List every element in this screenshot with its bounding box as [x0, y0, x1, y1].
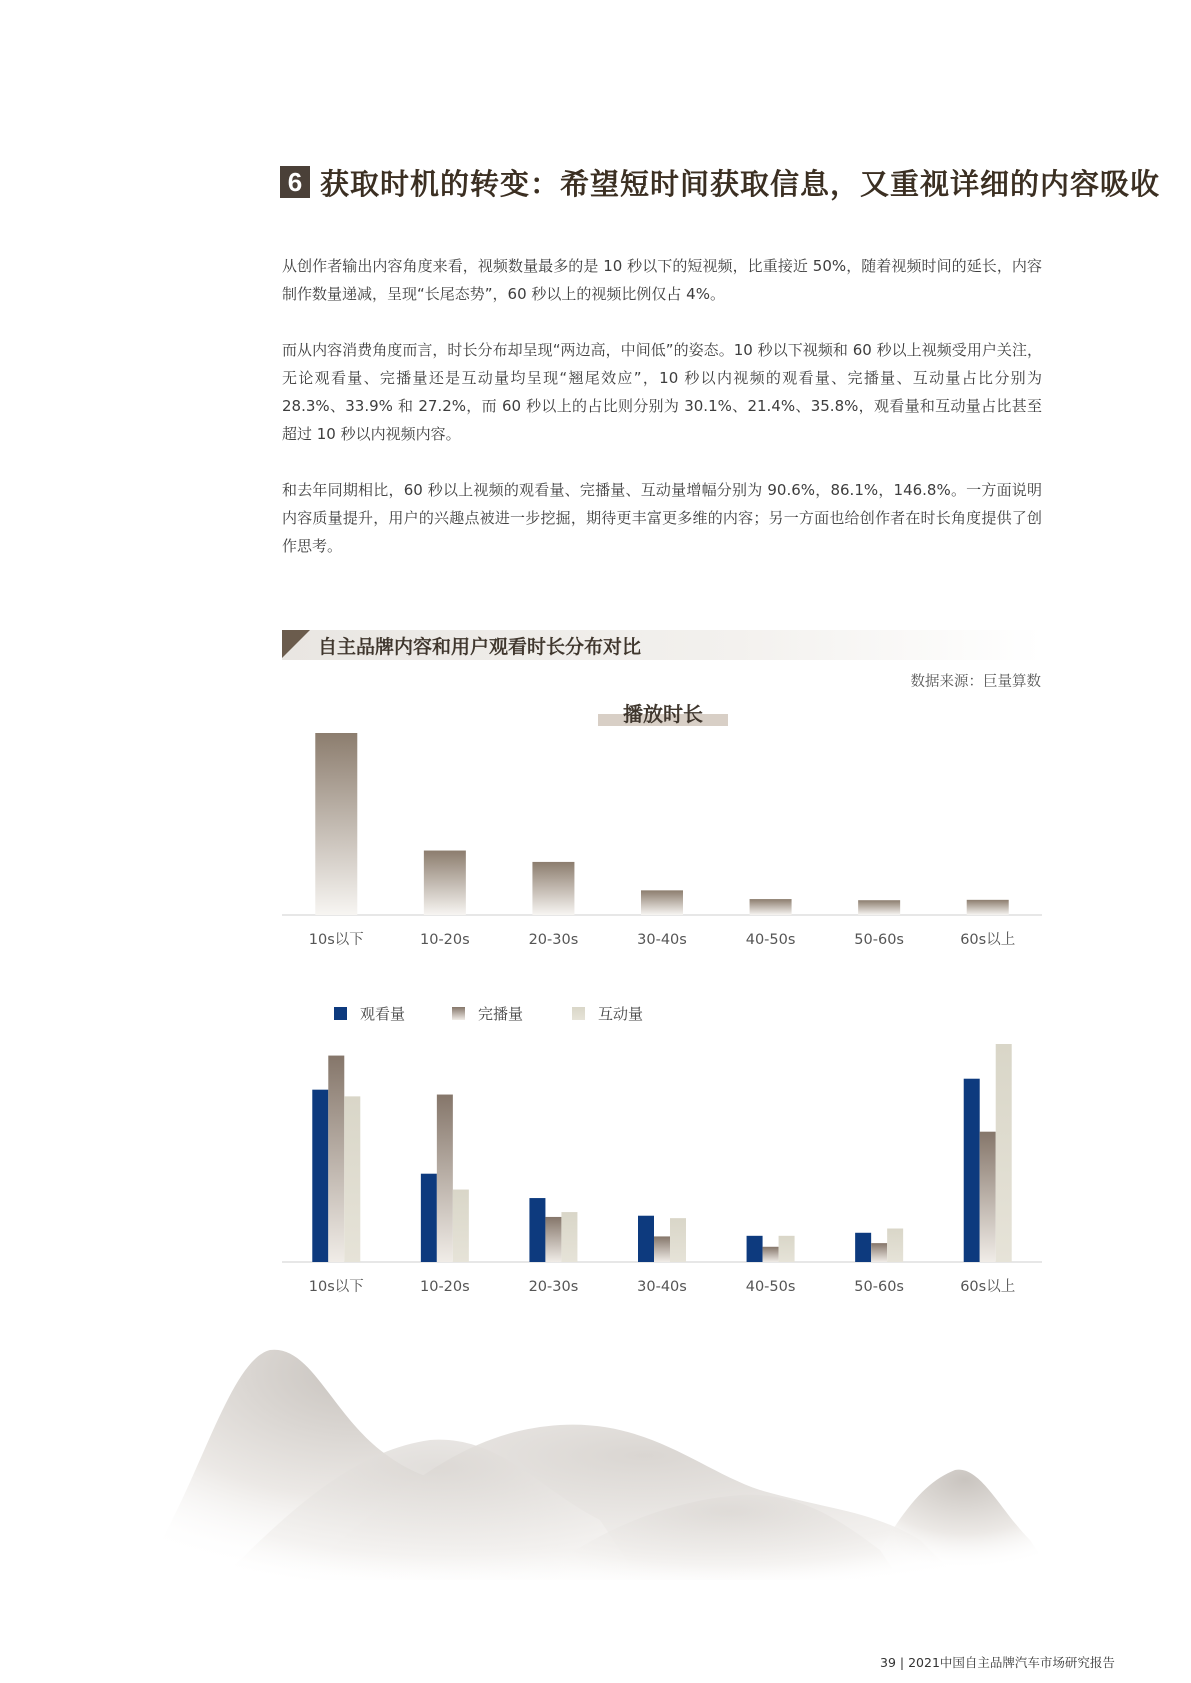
engagement-bar-views [964, 1079, 980, 1262]
engagement-bar-completions [654, 1236, 670, 1262]
duration-bar [424, 851, 466, 915]
duration-tick-label: 20-30s [528, 932, 579, 948]
engagement-bar-views [747, 1236, 763, 1262]
duration-tick-label: 50-60s [854, 932, 904, 948]
duration-tick-label: 40-50s [745, 932, 796, 948]
engagement-bar-views [529, 1198, 545, 1262]
duration-tick-label: 30-40s [637, 932, 687, 948]
legend-label: 完播量 [478, 1005, 524, 1023]
engagement-bar-completions [437, 1095, 453, 1262]
mountain-landscape-decoration [0, 1320, 1191, 1650]
legend-swatch [572, 1007, 585, 1020]
page-number: 39 [880, 1655, 896, 1670]
data-source: 数据来源：巨量算数 [910, 674, 1041, 690]
legend-label: 互动量 [598, 1005, 644, 1023]
engagement-bar-views [312, 1090, 328, 1262]
engagement-bar-interactions [779, 1236, 795, 1262]
duration-bar [315, 733, 357, 915]
engagement-tick-label: 60s以上 [960, 1279, 1016, 1295]
engagement-bar-interactions [561, 1212, 577, 1262]
engagement-bar-interactions [996, 1044, 1012, 1262]
paragraph-yoy: 和去年同期相比，60 秒以上视频的观看量、完播量、互动量增幅分别为 90.6%，86.1%，146.8%。一方面说明内容质量提升，用户的兴趣点被进一步挖掘，期待更丰富更多维的内容；另一方面也给创作者在时长角度提供了创作思考。 [282, 481, 1042, 555]
engagement-tick-label: 30-40s [637, 1279, 687, 1295]
engagement-bar-interactions [670, 1218, 686, 1262]
duration-bar [967, 900, 1009, 915]
duration-bar [858, 900, 900, 915]
engagement-tick-label: 20-30s [528, 1279, 579, 1295]
engagement-tick-label: 10s以下 [308, 1279, 364, 1295]
engagement-bar-completions [763, 1247, 779, 1262]
engagement-bar-interactions [453, 1190, 469, 1262]
report-title: 2021中国自主品牌汽车市场研究报告 [908, 1655, 1115, 1670]
engagement-bar-completions [871, 1243, 887, 1262]
duration-bar [641, 890, 683, 915]
engagement-bar-completions [328, 1056, 344, 1262]
engagement-bar-interactions [887, 1229, 903, 1262]
legend-label: 观看量 [360, 1005, 406, 1023]
paragraph-consumption: 而从内容消费角度而言，时长分布却呈现“两边高，中间低”的姿态。10 秒以下视频和 60 秒以上视频受用户关注，无论观看量、完播量还是互动量均呈现“翘尾效应”，10 秒以内视频的观看量、完播量、互动量占比分别为 28.3%、33.9% 和 27.2%，而 60 秒以上的占比则分别为 30.1%、21.4%、35.8%，观看量和互动量占比甚至超过 10 秒以内视频内容。 [282, 341, 1042, 443]
engagement-tick-label: 40-50s [745, 1279, 796, 1295]
section-title: 获取时机的转变：希望短时间获取信息，又重视详细的内容吸收 [320, 166, 1161, 201]
duration-bar-chart [282, 733, 1042, 948]
page-footer [880, 1653, 1115, 1671]
engagement-bar-completions [545, 1217, 561, 1262]
duration-tick-label: 10s以下 [308, 932, 364, 948]
chart-title: 自主品牌内容和用户观看时长分布对比 [318, 636, 642, 658]
footer-separator: | [899, 1655, 905, 1670]
duration-tick-label: 10-20s [420, 932, 470, 948]
engagement-bar-completions [980, 1132, 996, 1262]
duration-chart-title-text: 播放时长 [623, 702, 703, 726]
engagement-bar-views [638, 1216, 654, 1262]
engagement-bar-views [421, 1174, 437, 1262]
section-number: 6 [280, 166, 310, 198]
paragraph-creator-output: 从创作者输出内容角度来看，视频数量最多的是 10 秒以下的短视频，比重接近 50%，随着视频时间的延长，内容制作数量递减，呈现“长尾态势”，60 秒以上的视频比例仅占 4%。 [282, 257, 1042, 303]
legend-swatch [452, 1007, 465, 1020]
engagement-bar-interactions [344, 1096, 360, 1262]
duration-bar [750, 899, 792, 915]
engagement-grouped-bar-chart [282, 1005, 1042, 1295]
engagement-tick-label: 50-60s [854, 1279, 904, 1295]
engagement-bar-views [855, 1233, 871, 1262]
legend-swatch [334, 1007, 347, 1020]
duration-bar [532, 862, 574, 915]
engagement-tick-label: 10-20s [420, 1279, 470, 1295]
duration-tick-label: 60s以上 [960, 932, 1016, 948]
